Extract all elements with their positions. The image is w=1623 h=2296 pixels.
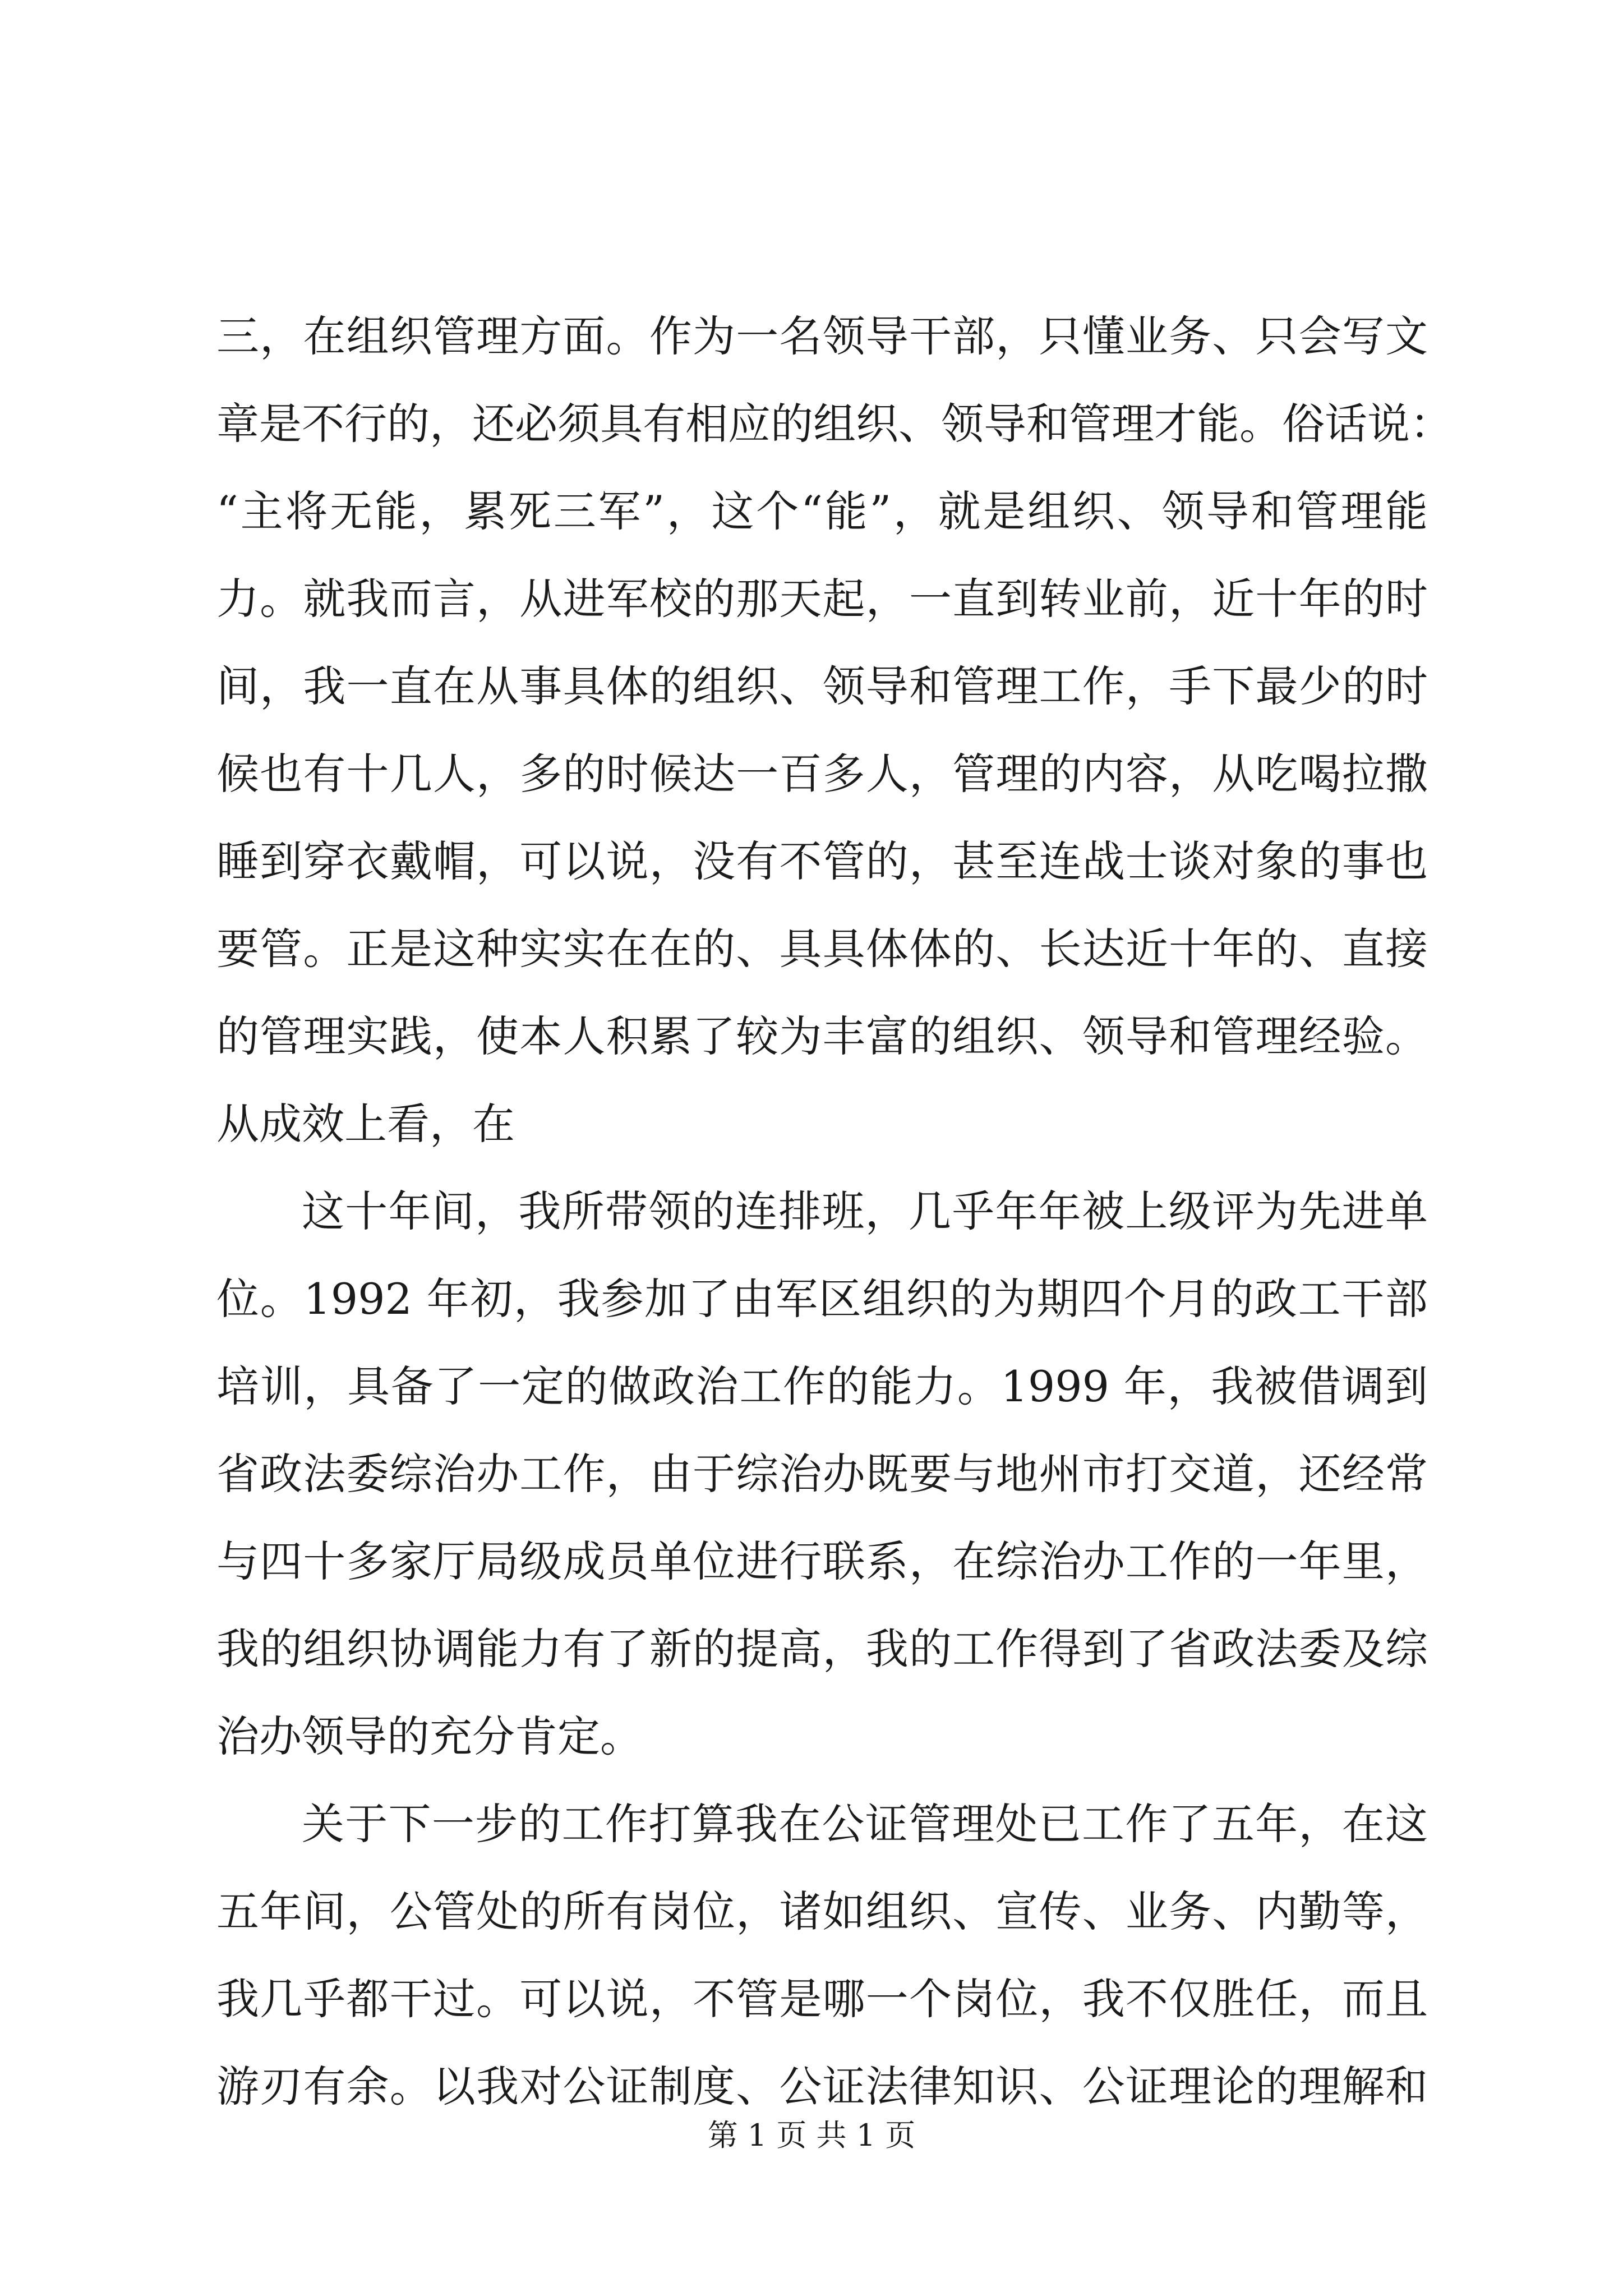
paragraph-1-line-3: “主将无能，累死三军”，这个“能”，就是组织、领导和管理能 (216, 486, 1428, 536)
paragraph-2-line-6: 我的组织协调能力有了新的提高，我的工作得到了省政法委及综 (216, 1624, 1428, 1674)
page-footer (0, 2116, 1623, 2155)
paragraph-2-line-3: 培训，具备了一定的做政治工作的能力。1999 年，我被借调到 (216, 1361, 1428, 1411)
paragraph-3-line-3: 我几乎都干过。可以说，不管是哪一个岗位，我不仅胜任，而且 (216, 1974, 1428, 2024)
paragraph-2-line-4: 省政法委综治办工作，由于综治办既要与地州市打交道，还经常 (216, 1449, 1428, 1499)
paragraph-3-line-1: 关于下一步的工作打算我在公证管理处已工作了五年，在这 (302, 1799, 1428, 1849)
paragraph-2-line-1: 这十年间，我所带领的连排班，几乎年年被上级评为先进单 (302, 1186, 1428, 1236)
paragraph-1-line-4: 力。就我而言，从进军校的那天起，一直到转业前，近十年的时 (216, 574, 1428, 624)
paragraph-1-line-7: 睡到穿衣戴帽，可以说，没有不管的，甚至连战士谈对象的事也 (216, 836, 1428, 886)
paragraph-3-line-4: 游刃有余。以我对公证制度、公证法律知识、公证理论的理解和 (216, 2062, 1428, 2111)
paragraph-2-line-5: 与四十多家厅局级成员单位进行联系，在综治办工作的一年里， (216, 1536, 1428, 1586)
page-number-label: 第 1 页 共 1 页 (707, 2118, 916, 2153)
paragraph-2-line-2: 位。1992 年初，我参加了由军区组织的为期四个月的政工干部 (216, 1274, 1428, 1324)
paragraph-1-line-8: 要管。正是这种实实在在的、具具体体的、长达近十年的、直接 (216, 924, 1428, 974)
paragraph-2-line-7: 治办领导的充分肯定。 (216, 1711, 643, 1761)
paragraph-1-line-2: 章是不行的，还必须具有相应的组织、领导和管理才能。俗话说： (216, 399, 1453, 449)
paragraph-1-line-1: 三，在组织管理方面。作为一名领导干部，只懂业务、只会写文 (216, 311, 1428, 361)
paragraph-1-line-9: 的管理实践，使本人积累了较为丰富的组织、领导和管理经验。 (216, 1011, 1428, 1061)
document-body (216, 293, 1453, 2131)
paragraph-3-line-2: 五年间，公管处的所有岗位，诸如组织、宣传、业务、内勤等， (216, 1887, 1428, 1936)
paragraph-1-line-10: 从成效上看，在 (216, 1099, 515, 1149)
paragraph-1-line-6: 候也有十几人，多的时候达一百多人，管理的内容，从吃喝拉撒 (216, 749, 1428, 799)
paragraph-1-line-5: 间，我一直在从事具体的组织、领导和管理工作，手下最少的时 (216, 661, 1428, 711)
